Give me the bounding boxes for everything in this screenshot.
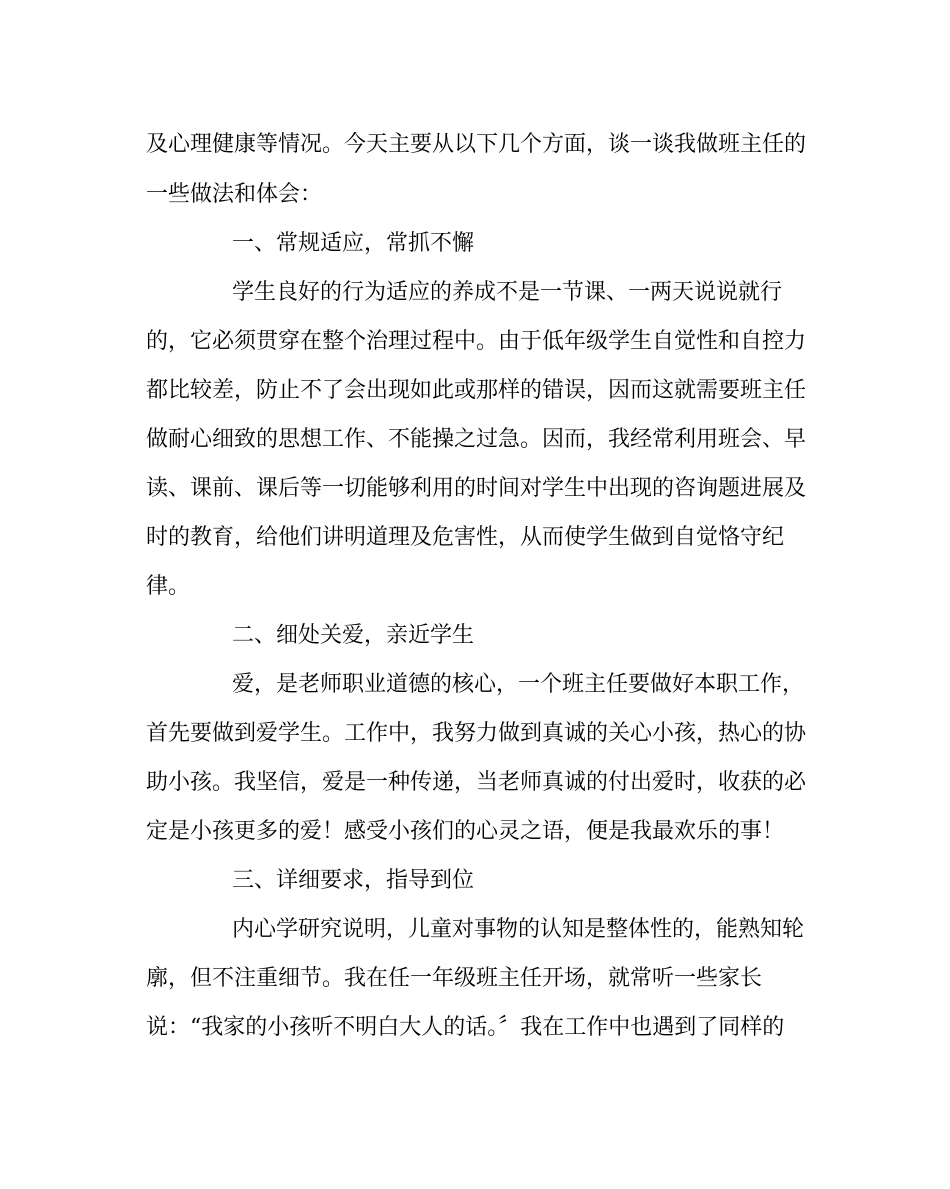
- section-heading-3: 三、详细要求，指导到位: [232, 868, 475, 893]
- paragraph-line: 说：“我家的小孩听不明白大人的话。〞我在工作中也遇到了同样的: [146, 1015, 785, 1040]
- section-heading-1: 一、常规适应，常抓不懈: [232, 231, 475, 256]
- paragraph-line: 定是小孩更多的爱！感受小孩们的心灵之语，便是我最欢乐的事！: [146, 819, 785, 844]
- paragraph-line: 内心学研究说明，儿童对事物的认知是整体性的，能熟知轮: [232, 917, 805, 942]
- paragraph-line: 一些做法和体会：: [146, 182, 323, 207]
- paragraph-line: 爱，是老师职业道德的核心，一个班主任要做好本职工作，: [232, 672, 805, 697]
- paragraph-line: 学生良好的行为适应的养成不是一节课、一两天说说就行: [232, 280, 783, 305]
- paragraph-line: 及心理健康等情况。今天主要从以下几个方面，谈一谈我做班主任的: [146, 132, 807, 157]
- paragraph-line: 读、课前、课后等一切能够利用的时间对学生中出现的咨询题进展及: [146, 476, 807, 501]
- paragraph-line: 首先要做到爱学生。工作中，我努力做到真诚的关心小孩，热心的协: [146, 721, 807, 746]
- paragraph-line: 律。: [146, 574, 191, 599]
- paragraph-line: 助小孩。我坚信，爱是一种传递，当老师真诚的付出爱时，收获的必: [146, 770, 807, 795]
- paragraph-line: 时的教育，给他们讲明道理及危害性，从而使学生做到自觉恪守纪: [146, 525, 785, 550]
- paragraph-line: 的，它必须贯穿在整个治理过程中。由于低年级学生自觉性和自控力: [146, 329, 807, 354]
- section-heading-2: 二、细处关爱，亲近学生: [232, 623, 475, 648]
- paragraph-line: 廓，但不注重细节。我在任一年级班主任开场，就常听一些家长: [146, 966, 763, 991]
- paragraph-line: 都比较差，防止不了会出现如此或那样的错误，因而这就需要班主任: [146, 378, 807, 403]
- paragraph-line: 做耐心细致的思想工作、不能操之过急。因而，我经常利用班会、早: [146, 427, 807, 452]
